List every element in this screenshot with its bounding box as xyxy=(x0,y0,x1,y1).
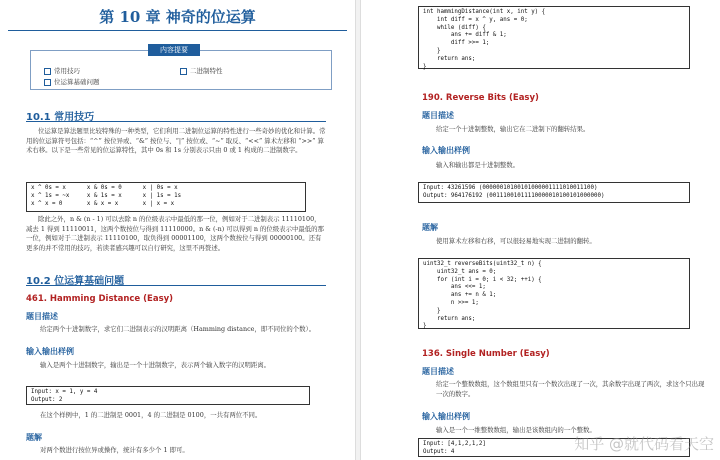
left-page xyxy=(0,0,355,460)
problem-461-note: 在这个样例中，1 的二进制是 0001，4 的二进制是 0100，一共有两位不同。 xyxy=(40,411,262,419)
problem-190-example-code: Input: 43261596 (00000010100101000001111010011100) Output: 964176192 (00111001011110000010100101000000) xyxy=(418,182,690,203)
problem-136-title: 136. Single Number (Easy) xyxy=(422,349,550,359)
problem-136-description: 给定一个整数数组，这个数组里只有一个数次出现了一次，其余数字出现了两次，求这个只出现一次的数字。 xyxy=(436,380,705,398)
summary-item-1: 常用技巧 xyxy=(44,66,80,75)
problem-190-title: 190. Reverse Bits (Easy) xyxy=(422,93,539,103)
description-heading: 题目描述 xyxy=(422,111,454,120)
problem-190-io: 输入和输出都是十进制整数。 xyxy=(436,161,520,169)
problem-461-description: 给定两个十进制数字，求它们二进制表示的汉明距离（Hamming distance，即不同位的个数）。 xyxy=(40,325,316,333)
summary-tab: 内容提要 xyxy=(148,44,200,56)
problem-136-io: 输入是一个一维整数数组，输出是该数组内的一个整数。 xyxy=(436,426,596,434)
summary-item-2: 二进制特性 xyxy=(180,66,223,75)
io-heading: 输入输出样例 xyxy=(26,347,74,356)
problem-461-io: 输入是两个十进制数字，输出是一个十进制数字，表示两个输入数字的汉明距离。 xyxy=(40,361,271,369)
io-heading: 输入输出样例 xyxy=(422,146,470,155)
section-heading-10-1: 10.1 常用技巧 xyxy=(26,112,95,123)
right-page xyxy=(361,0,720,460)
chapter-rule xyxy=(8,30,347,31)
io-heading: 输入输出样例 xyxy=(422,412,470,421)
reverse-bits-code: uint32_t reverseBits(uint32_t n) { uint32_t ans = 0; for (int i = 0; i < 32; ++i) { ans <<= 1; ans += n & 1; n >>= 1; } return ans; } xyxy=(418,258,690,329)
problem-461-title: 461. Hamming Distance (Easy) xyxy=(26,294,174,304)
problem-136-example-code: Input: [4,1,2,1,2] Output: 4 xyxy=(418,438,690,457)
solution-heading: 题解 xyxy=(26,433,42,442)
problem-190-solution: 使用算术左移和右移，可以很轻易地实现二进制的翻转。 xyxy=(436,237,596,245)
section-rule xyxy=(26,285,326,286)
section-heading-10-2: 10.2 位运算基础问题 xyxy=(26,276,125,287)
section-rule xyxy=(26,121,326,122)
paragraph: 位运算是算法题里比较特殊的一种类型，它们利用二进制位运算的特性进行一些奇妙的优化和计算。常用的位运算符号包括：“^” 按位异或、“&” 按位与、“|” 按位或、“~” 取反、“<<” 算术左移和 “>>” 算术右移。以下是一些常见的位运算特性，其中 0s 和 1s 分别表示只由 0 或 1 构成的二进制数字。 xyxy=(26,127,326,155)
problem-461-example-code: Input: x = 1, y = 4 Output: 2 xyxy=(26,386,310,405)
summary-item-3: 位运算基础问题 xyxy=(44,77,100,86)
description-heading: 题目描述 xyxy=(422,367,454,376)
problem-190-description: 给定一个十进制整数，输出它在二进制下的翻转结果。 xyxy=(436,125,590,133)
checkbox-icon xyxy=(180,68,187,75)
section-10-1-intro xyxy=(26,127,326,177)
section-10-1-tricks xyxy=(26,215,326,261)
hamming-distance-code: int hammingDistance(int x, int y) { int diff = x ^ y, ans = 0; while (diff) { ans += diff & 1; diff >>= 1; } return ans; } xyxy=(418,6,690,69)
description-heading: 题目描述 xyxy=(26,312,58,321)
watermark: 知乎 @就代码看天空 xyxy=(574,435,714,453)
problem-461-solution: 对两个数进行按位异或操作，统计有多少个 1 即可。 xyxy=(40,446,189,454)
checkbox-icon xyxy=(44,68,51,75)
solution-heading: 题解 xyxy=(422,223,438,232)
chapter-title: 第 10 章 神奇的位运算 xyxy=(99,8,256,26)
bit-identities-code: x ^ 0s = x x & 0s = 0 x | 0s = x x ^ 1s = ~x x & 1s = x x | 1s = 1s x ^ x = 0 x & x = x x | x = x xyxy=(26,182,306,212)
paragraph: 除此之外，n & (n - 1) 可以去除 n 的位级表示中最低的那一位，例如对于二进制表示 11110100，减去 1 得到 11110011，这两个数按位与得到 11110000。n & (-n) 可以得到 n 的位级表示中最低的那一位，例如对于二进制表示 11110100，取负得到 00001100，这两个数按位与得到 00000100。还有更多的并不常用的技巧，若读者感兴趣可以自行研究，这里不再赘述。 xyxy=(26,215,324,252)
checkbox-icon xyxy=(44,79,51,86)
